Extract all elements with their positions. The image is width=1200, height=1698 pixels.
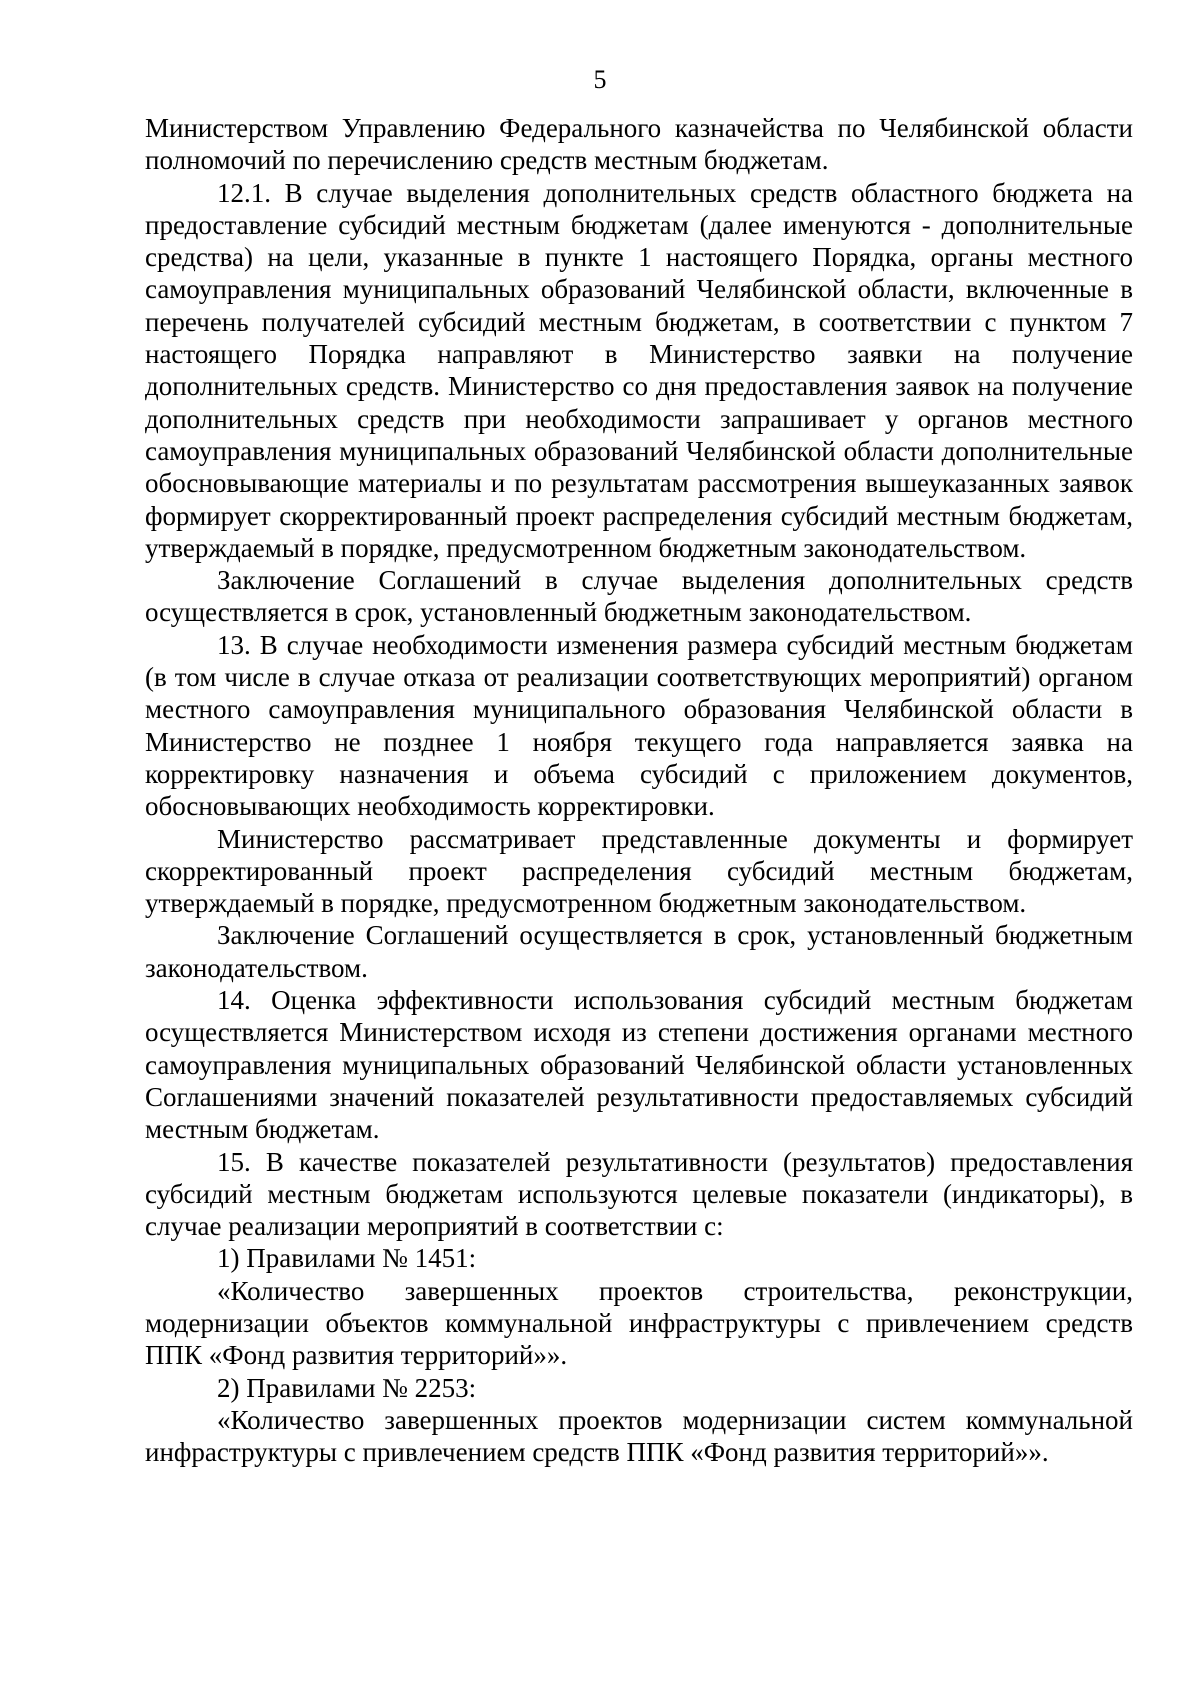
paragraph-12-1: 12.1. В случае выделения дополнительных средств областного бюджета на предоставление субсидий местным бюджетам (далее именуются - дополнительные средства) на цели, указанные в пункте 1 настоящего Порядка, органы местного самоуправления муниципальных образований Челябинской области, включенные в перечень получателей субсидий местным бюджетам, в соответствии с пунктом 7 настоящего Порядка направляют в Министерство заявки на получение дополнительных средств. Министерство со дня предоставления заявок на получение дополнительных средств при необходимости запрашивает у органов местного самоуправления муниципальных образований Челябинской области дополнительные обосновывающие материалы и по результатам рассмотрения вышеуказанных заявок формирует скорректированный проект распределения субсидий местным бюджетам, утверждаемый в порядке, предусмотренном бюджетным законодательством. [145,177,1133,563]
paragraph-agreements-term: Заключение Соглашений осуществляется в срок, установленный бюджетным законодательством. [145,920,1133,983]
paragraph-ministry-review: Министерство рассматривает представленные документы и формирует скорректированный проект распределения субсидий местным бюджетам, утверждаемый в порядке, предусмотренном бюджетным законодательством. [145,823,1133,919]
indicator-2253: «Количество завершенных проектов модернизации систем коммунальной инфраструктуры с привлечением средств ППК «Фонд развития территорий»». [145,1404,1133,1468]
document-body [145,112,1133,1468]
indicator-1451: «Количество завершенных проектов строительства, реконструкции, модернизации объектов коммунальной инфраструктуры с привлечением средств ППК «Фонд развития территорий»». [145,1275,1133,1371]
page-number: 5 [593,65,607,94]
paragraph-agreements-additional: Заключение Соглашений в случае выделения дополнительных средств осуществляется в срок, установленный бюджетным законодательством. [145,565,1133,628]
paragraph-15: 15. В качестве показателей результативности (результатов) предоставления субсидий местным бюджетам используются целевые показатели (индикаторы), в случае реализации мероприятий в соответствии с: [145,1146,1133,1242]
paragraph-13: 13. В случае необходимости изменения размера субсидий местным бюджетам (в том числе в случае отказа от реализации соответствующих мероприятий) органом местного самоуправления муниципального образования Челябинской области в Министерство не позднее 1 ноября текущего года направляется заявка на корректировку назначения и объема субсидий с приложением документов, обосновывающих необходимость корректировки. [145,629,1133,822]
paragraph-14: 14. Оценка эффективности использования субсидий местным бюджетам осуществляется Министерством исходя из степени достижения органами местного самоуправления муниципальных образований Челябинской области установленных Соглашениями значений показателей результативности предоставляемых субсидий местным бюджетам. [145,985,1133,1145]
list-item-rules-2253: 2) Правилами № 2253: [217,1372,477,1403]
list-item-rules-1451: 1) Правилами № 1451: [217,1243,477,1274]
paragraph-continuation: Министерством Управлению Федерального казначейства по Челябинской области полномочий по перечислению средств местным бюджетам. [145,113,1133,176]
